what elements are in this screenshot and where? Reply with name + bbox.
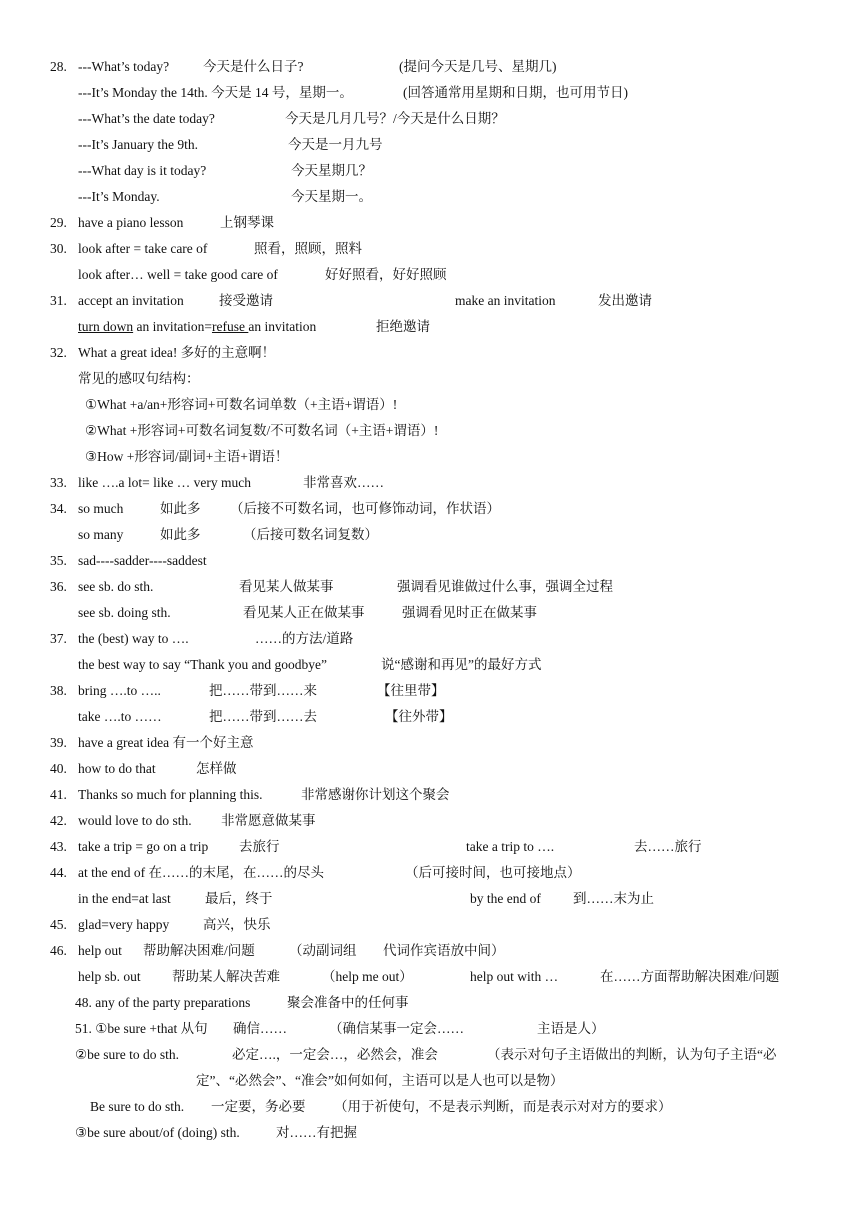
- item-number: 33.: [50, 475, 67, 490]
- item-46-line-1: [0, 940, 860, 962]
- english-phrase: have a great idea 有一个好主意: [78, 735, 254, 750]
- english-phrase: 48. any of the party preparations: [75, 995, 251, 1010]
- item-35: [0, 550, 860, 572]
- note: 定”、“必然会”、“准会”如何如何，主语可以是人也可以是物）: [196, 1073, 564, 1088]
- chinese-meaning: 到……末为止: [573, 891, 654, 906]
- note: （动副词组: [289, 943, 357, 958]
- chinese-meaning: 必定….，一定会…，必然会，准会: [232, 1047, 438, 1062]
- item-32-line-3: [0, 394, 860, 416]
- note: 【往外带】: [385, 709, 453, 724]
- item-number: 31.: [50, 293, 67, 308]
- english-phrase: accept an invitation: [78, 293, 184, 308]
- chinese-meaning: 非常愿意做某事: [221, 813, 316, 828]
- chinese-meaning: 对……有把握: [276, 1125, 357, 1140]
- chinese-meaning: 非常喜欢……: [303, 475, 384, 490]
- item-number: 40.: [50, 761, 67, 776]
- item-51-line-2: [0, 1044, 860, 1066]
- english-phrase: make an invitation: [455, 293, 556, 308]
- english-phrase: the best way to say “Thank you and goodbye”: [78, 657, 327, 672]
- note: （help me out）: [322, 969, 413, 984]
- english-phrase: the (best) way to ….: [78, 631, 189, 646]
- item-number: 42.: [50, 813, 67, 828]
- item-number: 38.: [50, 683, 67, 698]
- english-phrase: ③be sure about/of (doing) sth.: [75, 1125, 240, 1140]
- english-phrase: look after… well = take good care of: [78, 267, 278, 282]
- chinese-meaning: 发出邀请: [598, 293, 652, 308]
- note: （后可接时间，也可接地点）: [405, 865, 581, 880]
- note: 常见的感叹句结构：: [78, 371, 200, 386]
- chinese-meaning: 把……带到……去: [209, 709, 317, 724]
- note: （用于祈使句，不是表示判断，而是表示对对方的要求）: [334, 1099, 672, 1114]
- item-32-line-4: [0, 420, 860, 442]
- english-phrase: take ….to ……: [78, 709, 162, 724]
- note: （后接不可数名词，也可修饰动词，作状语）: [230, 501, 500, 516]
- chinese-meaning: 去……旅行: [634, 839, 702, 854]
- chinese-meaning: 今天星期一。: [291, 189, 372, 204]
- note: （表示对句子主语做出的判断，认为句子主语“必: [487, 1047, 777, 1062]
- english-phrase: Thanks so much for planning this.: [78, 787, 263, 802]
- item-44-line-2: [0, 888, 860, 910]
- english-phrase: help out with …: [470, 969, 559, 984]
- item-28-line-6: [0, 186, 860, 208]
- structure-rule: ③How +形容词/副词+主语+谓语！: [85, 449, 289, 464]
- english-phrase: in the end=at last: [78, 891, 171, 906]
- chinese-meaning: 今天星期几？: [291, 163, 372, 178]
- chinese-meaning: 把……带到……来: [209, 683, 317, 698]
- item-32-line-2: [0, 368, 860, 390]
- item-number: 36.: [50, 579, 67, 594]
- item-31-line-1: [0, 290, 860, 312]
- english-phrase: What a great idea! 多好的主意啊！: [78, 345, 276, 360]
- english-phrase: 51. ①be sure +that 从句: [75, 1021, 208, 1036]
- item-number: 39.: [50, 735, 67, 750]
- item-31-line-2: [0, 316, 860, 338]
- note: 强调看见谁做过什么事，强调全过程: [397, 579, 613, 594]
- chinese-meaning: 最后，终于: [205, 891, 273, 906]
- note: （确信某事一定会……: [329, 1021, 464, 1036]
- item-37-line-1: [0, 628, 860, 650]
- item-28-line-1: [0, 56, 860, 78]
- note: （后接可数名词复数）: [243, 527, 378, 542]
- item-32-line-5: [0, 446, 860, 468]
- item-51-line-5: [0, 1122, 860, 1144]
- chinese-meaning: 在……方面帮助解决困难/问题: [600, 969, 780, 984]
- item-40: [0, 758, 860, 780]
- english-phrase: bring ….to …..: [78, 683, 161, 698]
- item-30-line-1: [0, 238, 860, 260]
- item-44-line-1: [0, 862, 860, 884]
- chinese-meaning: 今天是几月几号？/今天是什么日期？: [285, 111, 505, 126]
- item-28-line-5: [0, 160, 860, 182]
- chinese-meaning: 今天是什么日子?: [203, 59, 304, 74]
- english-phrase: at the end of 在……的末尾，在……的尽头: [78, 865, 324, 880]
- item-32-line-1: [0, 342, 860, 364]
- item-30-line-2: [0, 264, 860, 286]
- english-phrase: sad----sadder----saddest: [78, 553, 207, 568]
- english-phrase: ②be sure to do sth.: [75, 1047, 179, 1062]
- item-number: 45.: [50, 917, 67, 932]
- item-39: [0, 732, 860, 754]
- chinese-meaning: 高兴，快乐: [203, 917, 271, 932]
- item-28-line-2: [0, 82, 860, 104]
- english-phrase: ---What day is it today?: [78, 163, 207, 178]
- note: 强调看见时正在做某事: [402, 605, 537, 620]
- note: 【往里带】: [377, 683, 445, 698]
- item-37-line-2: [0, 654, 860, 676]
- chinese-meaning: 看见某人正在做某事: [243, 605, 365, 620]
- item-number: 43.: [50, 839, 67, 854]
- english-phrase: ---What’s today?: [78, 59, 170, 74]
- item-36-line-1: [0, 576, 860, 598]
- chinese-meaning: 如此多: [160, 527, 201, 542]
- english-phrase: like ….a lot= like … very much: [78, 475, 251, 490]
- chinese-meaning: 接受邀请: [219, 293, 273, 308]
- english-phrase: ---It’s January the 9th.: [78, 137, 198, 152]
- item-number: 46.: [50, 943, 67, 958]
- english-phrase: how to do that: [78, 761, 156, 776]
- item-number: 41.: [50, 787, 67, 802]
- english-phrase: take a trip = go on a trip: [78, 839, 209, 854]
- chinese-meaning: 拒绝邀请: [376, 319, 430, 334]
- item-38-line-1: [0, 680, 860, 702]
- item-51-line-3: [0, 1070, 860, 1092]
- item-34-line-2: [0, 524, 860, 546]
- chinese-meaning: 今天是一月九号: [288, 137, 383, 152]
- note: (回答通常用星期和日期，也可用节日): [403, 85, 628, 100]
- item-38-line-2: [0, 706, 860, 728]
- item-number: 30.: [50, 241, 67, 256]
- chinese-meaning: 聚会准备中的任何事: [287, 995, 409, 1010]
- chinese-meaning: 好好照看，好好照顾: [325, 267, 447, 282]
- english-phrase: glad=very happy: [78, 917, 170, 932]
- note: (提问今天是几号、星期几): [399, 59, 557, 74]
- item-41: [0, 784, 860, 806]
- item-29: [0, 212, 860, 234]
- item-51-line-1: [0, 1018, 860, 1040]
- chinese-meaning: 一定要，务必要: [211, 1099, 306, 1114]
- item-number: 37.: [50, 631, 67, 646]
- chinese-meaning: 帮助解决困难/问题: [143, 943, 255, 958]
- item-number: 28.: [50, 59, 67, 74]
- chinese-meaning: 如此多: [160, 501, 201, 516]
- english-phrase: Be sure to do sth.: [90, 1099, 185, 1114]
- note: 主语是人）: [537, 1021, 605, 1036]
- note: 代词作宾语放中间）: [383, 943, 505, 958]
- english-phrase: would love to do sth.: [78, 813, 192, 828]
- item-45: [0, 914, 860, 936]
- chinese-meaning: 看见某人做某事: [239, 579, 334, 594]
- english-phrase: an invitation=: [133, 319, 212, 334]
- item-46-line-2: [0, 966, 860, 988]
- item-number: 35.: [50, 553, 67, 568]
- english-phrase: look after = take care of: [78, 241, 208, 256]
- item-28-line-3: [0, 108, 860, 130]
- structure-rule: ②What +形容词+可数名词复数/不可数名词（+主语+谓语）!: [85, 423, 439, 438]
- structure-rule: ①What +a/an+形容词+可数名词单数（+主语+谓语）!: [85, 397, 398, 412]
- english-phrase: ---It’s Monday.: [78, 189, 160, 204]
- item-number: 34.: [50, 501, 67, 516]
- item-42: [0, 810, 860, 832]
- item-28-line-4: [0, 134, 860, 156]
- english-phrase: ---What’s the date today?: [78, 111, 215, 126]
- chinese-meaning: 帮助某人解决苦难: [172, 969, 280, 984]
- item-number: 44.: [50, 865, 67, 880]
- chinese-meaning: 确信……: [233, 1021, 287, 1036]
- item-33: [0, 472, 860, 494]
- item-34-line-1: [0, 498, 860, 520]
- item-43: [0, 836, 860, 858]
- chinese-meaning: 非常感谢你计划这个聚会: [301, 787, 450, 802]
- chinese-meaning: ……的方法/道路: [255, 631, 354, 646]
- underlined-phrase: refuse: [211, 319, 249, 334]
- chinese-meaning: 上钢琴课: [220, 215, 274, 230]
- chinese-meaning: 怎样做: [196, 761, 237, 776]
- chinese-meaning: 去旅行: [239, 839, 280, 854]
- english-phrase: so many: [78, 527, 124, 542]
- english-phrase: have a piano lesson: [78, 215, 184, 230]
- chinese-meaning: 照看，照顾，照料: [254, 241, 362, 256]
- item-number: 32.: [50, 345, 67, 360]
- english-phrase: help out: [78, 943, 122, 958]
- english-phrase: see sb. do sth.: [78, 579, 154, 594]
- english-phrase: ---It’s Monday the 14th. 今天是 14 号，星期一。: [78, 85, 353, 100]
- english-phrase: an invitation: [248, 319, 317, 334]
- underlined-phrase: turn down: [78, 319, 134, 334]
- item-number: 29.: [50, 215, 67, 230]
- chinese-meaning: 说“感谢和再见”的最好方式: [381, 657, 542, 672]
- english-phrase: see sb. doing sth.: [78, 605, 171, 620]
- item-36-line-2: [0, 602, 860, 624]
- english-phrase: so much: [78, 501, 124, 516]
- english-phrase: help sb. out: [78, 969, 141, 984]
- english-phrase: by the end of: [470, 891, 541, 906]
- item-48: [0, 992, 860, 1014]
- item-51-line-4: [0, 1096, 860, 1118]
- english-phrase: take a trip to ….: [466, 839, 555, 854]
